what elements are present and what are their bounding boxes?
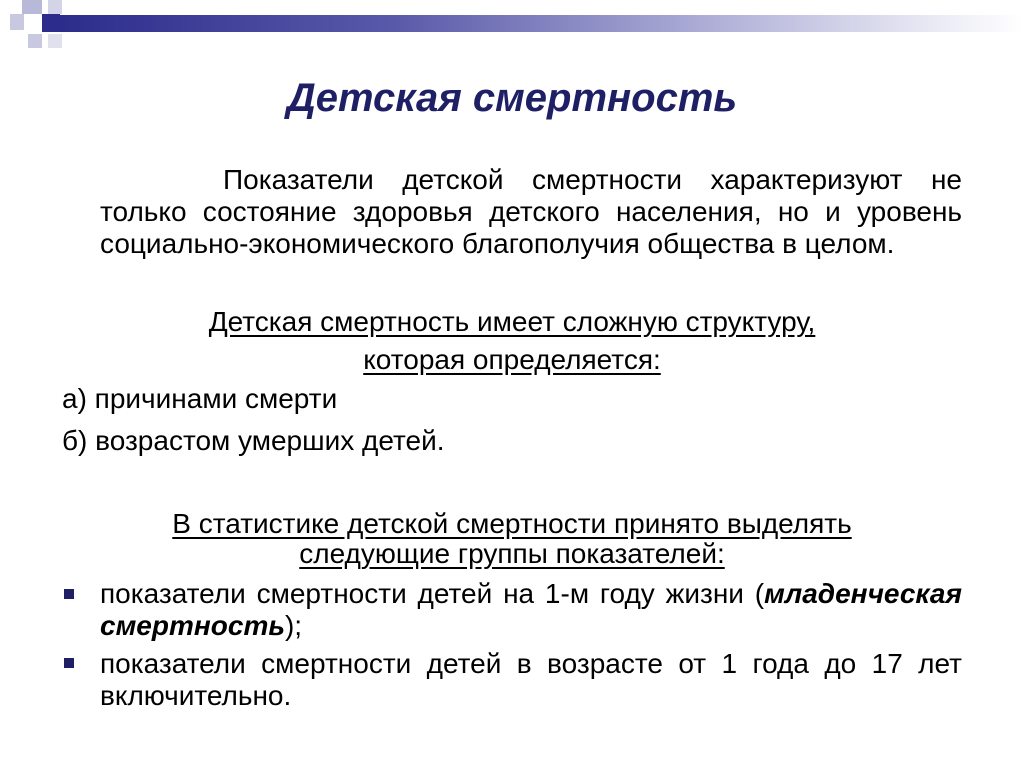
- decor-square-5: [28, 34, 42, 48]
- groups-line-1: [62, 508, 962, 540]
- bullet-square-icon: [64, 589, 74, 599]
- bullet-item-1-end: );: [284, 610, 303, 641]
- bullet-item-2: показатели смертности детей в возрасте от 1 года до 17 лет включительно.: [100, 648, 962, 711]
- decor-square-1: [22, 0, 42, 14]
- decor-square-4: [42, 14, 60, 32]
- slide-title: Детская смертность: [286, 76, 738, 120]
- groups-line-2: [62, 538, 962, 570]
- decor-square-3: [10, 14, 24, 30]
- intro-paragraph: Показатели детской смертности характеризуют не только состояние здоровья детского населения, но и уровень социально-экономического благополучия общества в целом.: [100, 164, 962, 259]
- bullet-square-icon: [64, 658, 74, 668]
- structure-line-2: [62, 344, 962, 376]
- groups-line-1-text: В статистике детской смертности принято выделять: [172, 508, 852, 539]
- structure-line-2-text: которая определяется:: [363, 344, 661, 375]
- structure-line-1: [62, 306, 962, 338]
- factor-b: б) возрастом умерших детей.: [62, 425, 445, 456]
- decor-square-6: [48, 34, 62, 48]
- decor-square-2: [48, 0, 62, 14]
- bullet-item-1: [100, 578, 962, 642]
- factor-a: а) причинами смерти: [62, 383, 338, 414]
- bullet-item-1-text: показатели смертности детей на 1-м году жизни (: [100, 578, 765, 609]
- bullet-item-1-emphasis: младенческая смертность: [100, 578, 962, 641]
- decor-top-bar: [60, 15, 1024, 32]
- structure-line-1-text: Детская смертность имеет сложную структуру,: [208, 306, 816, 337]
- groups-line-2-text: следующие группы показателей:: [299, 538, 725, 569]
